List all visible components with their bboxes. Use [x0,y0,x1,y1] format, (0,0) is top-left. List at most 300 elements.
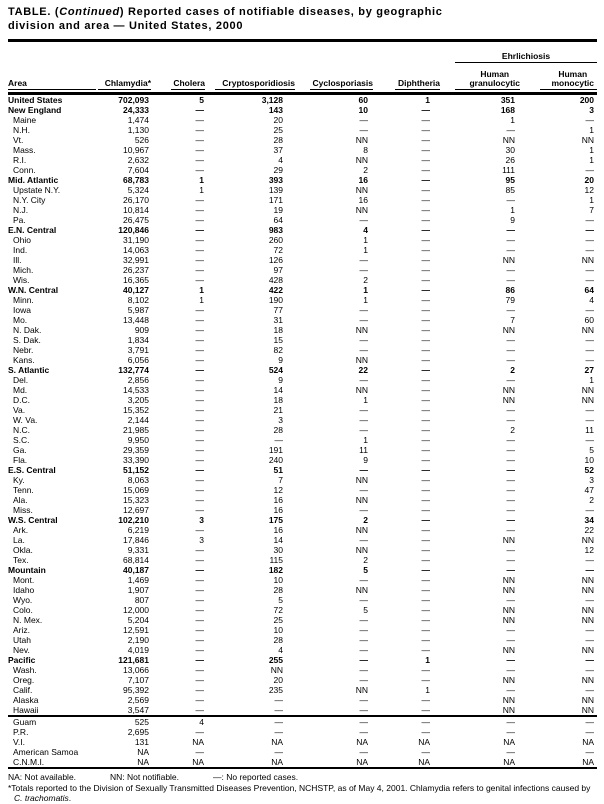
value-cell: NN [581,585,594,595]
value-cell: — [421,445,430,455]
value-cell: 1 [199,295,204,305]
area-cell: Alaska [13,695,39,705]
value-cell: NA [295,757,373,768]
value-cell: — [506,525,515,535]
value-cell: 7 [589,205,594,215]
footnotes [8,772,597,804]
value-cell: — [506,625,515,635]
value-cell: 16 [358,175,368,185]
value-cell: — [506,435,515,445]
value-cell: 2 [363,555,368,565]
table-row [8,505,597,515]
area-cell: Ga. [13,445,27,455]
title-prefix: TABLE. ( [8,6,60,18]
table-row [8,675,597,685]
value-cell: NN [355,685,368,695]
area-cell: Mont. [13,575,35,585]
value-cell: 40,127 [123,285,149,295]
value-cell: — [195,705,204,715]
value-cell: 14,063 [123,245,149,255]
value-cell: 22 [584,525,594,535]
value-cell: — [359,305,368,315]
value-cell: — [585,245,594,255]
value-cell: — [506,635,515,645]
value-cell: NN [502,255,515,265]
value-cell: — [195,455,204,465]
value-cell: 6,056 [127,355,149,365]
value-cell: 524 [268,365,283,375]
value-cell: — [506,685,515,695]
value-cell: — [421,305,430,315]
value-cell: — [421,185,430,195]
value-cell: — [359,465,368,475]
value-cell: — [195,125,204,135]
value-cell: 16,365 [123,275,149,285]
area-cell: Idaho [13,585,35,595]
value-cell: NA [137,747,149,757]
table-row [8,585,597,595]
value-cell: 240 [268,455,283,465]
value-cell: 1 [363,395,368,405]
value-cell: NN [355,475,368,485]
value-cell: 18 [273,325,283,335]
table-row [8,125,597,135]
value-cell: — [585,625,594,635]
area-cell: Ala. [13,495,28,505]
footnote-nn: NN: Not notifiable. [110,772,180,782]
value-cell: — [359,655,368,665]
table-row [8,235,597,245]
value-cell: — [195,315,204,325]
value-cell: 5,204 [127,615,149,625]
value-cell: — [359,215,368,225]
area-cell: N.H. [13,125,30,135]
value-cell: 2 [589,495,594,505]
value-cell: NN [502,695,515,705]
table-row [8,315,597,325]
value-cell: 64 [273,215,283,225]
value-cell: 1 [589,145,594,155]
value-cell: — [421,295,430,305]
value-cell: — [421,355,430,365]
value-cell: — [195,245,204,255]
value-cell: 5 [363,565,368,575]
value-cell: — [421,205,430,215]
value-cell: 190 [268,295,283,305]
value-cell: 85 [505,185,515,195]
table-row [8,425,597,435]
value-cell: — [506,555,515,565]
value-cell: 68,783 [123,175,149,185]
value-cell: — [585,405,594,415]
value-cell: — [421,225,430,235]
value-cell: 31,190 [123,235,149,245]
table-row [8,595,597,605]
value-cell: — [585,565,594,575]
value-cell: — [195,435,204,445]
area-cell: United States [8,95,63,105]
value-cell: NN [502,675,515,685]
value-cell: 8 [363,145,368,155]
territory-row [8,716,597,727]
territory-row [8,757,597,768]
value-cell: — [585,635,594,645]
area-cell: Tex. [13,555,29,565]
value-cell: NA [520,757,597,768]
value-cell: — [195,375,204,385]
value-cell: 19 [273,205,283,215]
value-cell: — [585,335,594,345]
value-cell: — [274,747,283,757]
area-cell: Oreg. [13,675,35,685]
value-cell: — [421,135,430,145]
value-cell: — [506,545,515,555]
value-cell: 12 [273,485,283,495]
area-cell: American Samoa [13,747,79,757]
table-row [8,555,597,565]
value-cell: NN [581,675,594,685]
value-cell: 13,448 [123,315,149,325]
table-row [8,705,597,716]
value-cell: — [195,475,204,485]
value-cell: NN [502,535,515,545]
value-cell: — [274,727,283,737]
table-row [8,185,597,195]
table-row [8,225,597,235]
value-cell: NN [581,135,594,145]
value-cell: 1 [589,125,594,135]
value-cell: — [359,625,368,635]
value-cell: — [195,595,204,605]
value-cell: NA [582,737,594,747]
area-cell: Wis. [13,275,30,285]
value-cell: 2 [363,275,368,285]
value-cell: 2,856 [127,375,149,385]
value-cell: 28 [273,635,283,645]
value-cell: — [195,345,204,355]
value-cell: — [195,747,204,757]
table-body-main [8,94,597,717]
value-cell: 86 [505,285,515,295]
table-row [8,215,597,225]
value-cell: — [359,665,368,675]
area-cell: Pacific [8,655,36,665]
value-cell: — [585,115,594,125]
value-cell: — [421,465,430,475]
value-cell: 5,987 [127,305,149,315]
value-cell: 26,237 [123,265,149,275]
table-row [8,105,597,115]
value-cell: 1 [363,295,368,305]
value-cell: — [421,575,430,585]
value-cell: 20 [273,115,283,125]
value-cell: 2,190 [127,635,149,645]
table-row [8,575,597,585]
value-cell: — [359,115,368,125]
value-cell: 143 [268,105,283,115]
value-cell: 12 [584,185,594,195]
value-cell: 10 [358,105,368,115]
value-cell: NN [502,605,515,615]
value-cell: 9 [510,215,515,225]
table-row [8,475,597,485]
value-cell: — [506,665,515,675]
value-cell: 7 [510,315,515,325]
value-cell: 9 [278,355,283,365]
value-cell: — [195,615,204,625]
value-cell: — [421,635,430,645]
value-cell: NN [502,135,515,145]
value-cell: — [506,375,515,385]
table-row [8,295,597,305]
value-cell: 2,632 [127,155,149,165]
table-row [8,545,597,555]
value-cell: — [274,695,283,705]
value-cell: 97 [273,265,283,275]
value-cell: 3,791 [127,345,149,355]
value-cell: 909 [134,325,149,335]
value-cell: NN [355,545,368,555]
value-cell: 40,187 [123,565,149,575]
area-cell: Okla. [13,545,33,555]
value-cell: NN [581,705,594,715]
value-cell: — [195,635,204,645]
value-cell: 191 [268,445,283,455]
value-cell: — [359,315,368,325]
value-cell: NA [440,757,520,768]
value-cell: — [421,165,430,175]
area-cell: Vt. [13,135,24,145]
value-cell: — [421,255,430,265]
value-cell: 20 [584,175,594,185]
value-cell: — [421,695,430,705]
value-cell: — [359,255,368,265]
value-cell: — [421,595,430,605]
value-cell: — [359,705,368,715]
value-cell: NN [502,385,515,395]
value-cell: — [195,485,204,495]
value-cell: NN [502,645,515,655]
value-cell: 37 [273,145,283,155]
value-cell: 1,834 [127,335,149,345]
value-cell: 131 [134,737,149,747]
area-cell: Miss. [13,505,33,515]
value-cell: — [506,515,515,525]
value-cell: — [421,275,430,285]
ehrlichiosis-group-header: Ehrlichiosis [455,51,597,63]
value-cell: NA [418,737,430,747]
value-cell: — [195,575,204,585]
table-row [8,325,597,335]
value-cell: NN [502,395,515,405]
table-row [8,175,597,185]
value-cell: 4 [589,295,594,305]
value-cell: 7 [278,475,283,485]
territory-row [8,747,597,757]
value-cell: — [359,595,368,605]
value-cell: — [506,305,515,315]
value-cell: — [195,685,204,695]
area-cell: P.R. [13,727,29,737]
value-cell: NN [355,135,368,145]
value-cell: NA [356,737,368,747]
value-cell: — [359,615,368,625]
value-cell: 1 [363,435,368,445]
value-cell: — [195,545,204,555]
value-cell: 2,695 [127,727,149,737]
value-cell: — [359,425,368,435]
footnote-legend [8,772,597,783]
value-cell: 5 [278,595,283,605]
value-cell: — [359,265,368,275]
table-title-line1 [8,6,597,20]
table-row [8,615,597,625]
value-cell: — [421,215,430,225]
value-cell: 18 [273,395,283,405]
value-cell: — [359,505,368,515]
value-cell: 111 [502,165,515,175]
territory-row [8,727,597,737]
value-cell: 9 [363,455,368,465]
area-cell: R.I. [13,155,27,165]
value-cell: 64 [584,285,594,295]
table-row [8,605,597,615]
value-cell: — [421,175,430,185]
area-cell: W. Va. [13,415,38,425]
value-cell: — [421,385,430,395]
value-cell: — [421,345,430,355]
value-cell: — [421,625,430,635]
value-cell: — [585,665,594,675]
table-row [8,565,597,575]
value-cell: — [421,505,430,515]
area-cell: Mich. [13,265,34,275]
value-cell: — [195,255,204,265]
value-cell: NA [205,757,295,768]
value-cell: 30 [505,145,515,155]
value-cell: 2,144 [127,415,149,425]
area-cell: N. Dak. [13,325,42,335]
table-row [8,135,597,145]
value-cell: NN [355,325,368,335]
footnote-na: NA: Not available. [8,772,77,782]
value-cell: NN [502,585,515,595]
value-cell: — [421,565,430,575]
value-cell: — [195,325,204,335]
value-cell: — [421,235,430,245]
value-cell: — [195,505,204,515]
value-cell: 21,985 [123,425,149,435]
value-cell: 14,533 [123,385,149,395]
value-cell: 1,130 [127,125,149,135]
value-cell: — [421,605,430,615]
table-row [8,485,597,495]
value-cell: 16 [273,495,283,505]
value-cell: 3 [589,105,594,115]
table-row [8,495,597,505]
value-cell: 26,170 [123,195,149,205]
value-cell: — [274,705,283,715]
value-cell: 1 [510,115,515,125]
value-cell: — [195,525,204,535]
area-cell: Del. [13,375,29,385]
column-header-cryptosporidiosis: Cryptosporidiosis [205,63,295,94]
value-cell: — [421,155,430,165]
area-cell: Nev. [13,645,30,655]
value-cell: 13,066 [123,665,149,675]
table-row [8,245,597,255]
value-cell: — [506,655,515,665]
value-cell: 428 [268,275,283,285]
area-cell: Ohio [13,235,31,245]
value-cell: 3 [199,535,204,545]
value-cell: NN [581,575,594,585]
value-cell: — [585,165,594,175]
title-continued: Continued [59,6,120,18]
value-cell: NN [581,605,594,615]
table-row [8,305,597,315]
value-cell: — [506,335,515,345]
value-cell: 1 [199,185,204,195]
area-cell: Conn. [13,165,36,175]
table-row [8,515,597,525]
value-cell: 30 [273,545,283,555]
value-cell: 983 [268,225,283,235]
value-cell: 1 [363,245,368,255]
value-cell: — [506,225,515,235]
column-header-human-granulocytic: Human granulocytic [440,63,520,94]
value-cell: — [421,335,430,345]
value-cell: NN [502,575,515,585]
value-cell: 2 [363,165,368,175]
value-cell: — [195,355,204,365]
value-cell: — [421,525,430,535]
value-cell: NN [355,585,368,595]
value-cell: 10 [584,455,594,465]
table-row [8,145,597,155]
value-cell: 12,697 [123,505,149,515]
area-cell: Md. [13,385,28,395]
group-header-row [8,46,597,63]
value-cell: — [195,445,204,455]
ehrlichiosis-group-header-cell [440,46,597,63]
value-cell: — [359,335,368,345]
value-cell: — [195,275,204,285]
value-cell: — [421,435,430,445]
table-row [8,535,597,545]
value-cell: 82 [273,345,283,355]
value-cell: — [195,415,204,425]
value-cell: 393 [268,175,283,185]
value-cell: 15,352 [123,405,149,415]
value-cell: — [359,695,368,705]
area-cell: D.C. [13,395,30,405]
value-cell: — [421,395,430,405]
value-cell: — [195,605,204,615]
area-cell: Guam [8,716,96,727]
value-cell: 26,475 [123,215,149,225]
area-cell: Minn. [13,295,34,305]
value-cell: 25 [273,125,283,135]
area-cell: Tenn. [13,485,34,495]
area-cell: E.N. Central [8,225,57,235]
value-cell: — [506,505,515,515]
value-cell: 28 [273,135,283,145]
value-cell: 29,359 [123,445,149,455]
value-cell: NN [270,665,283,675]
area-cell: Ariz. [13,625,30,635]
value-cell: — [359,645,368,655]
